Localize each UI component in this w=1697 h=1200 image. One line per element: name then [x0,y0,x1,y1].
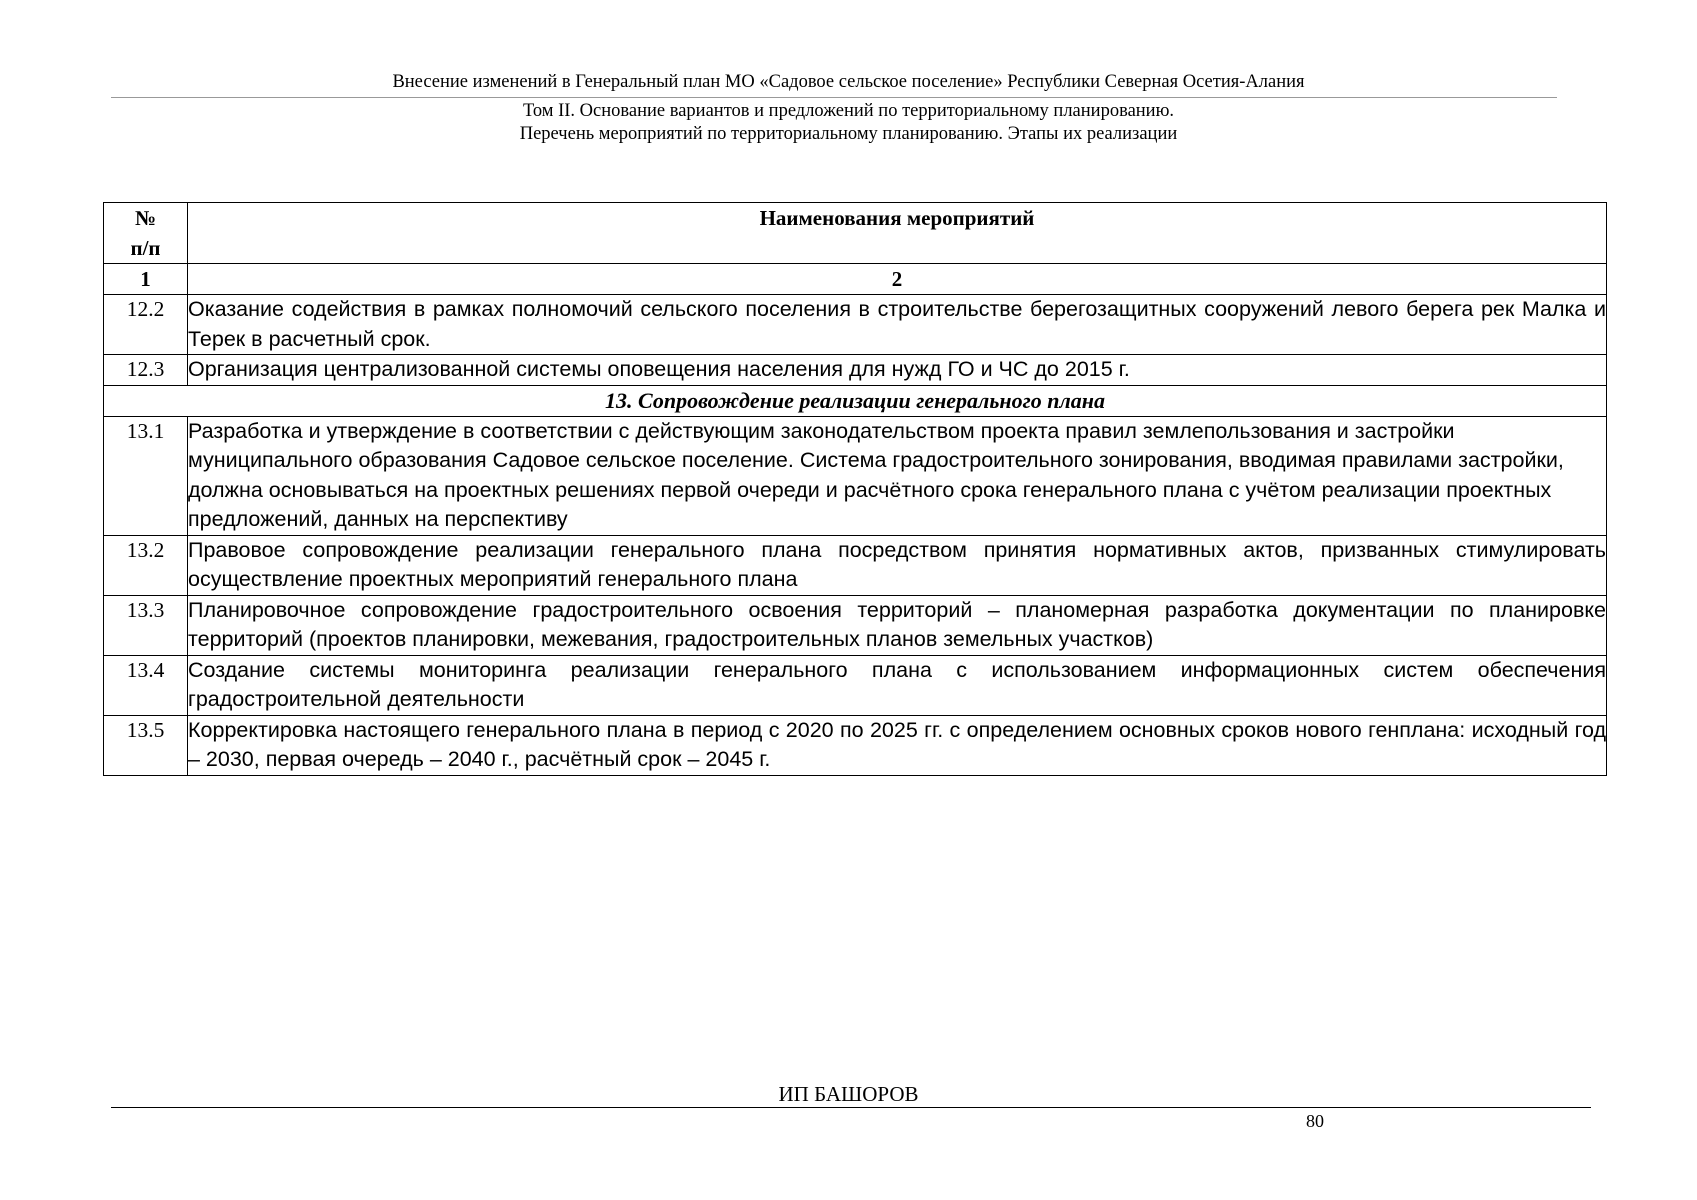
table-row [104,595,1607,655]
table-row [104,655,1607,715]
row-number: 13.1 [104,416,188,535]
column-header-name: Наименования мероприятий [188,203,1607,264]
section-row [104,385,1607,416]
row-number: 13.3 [104,595,188,655]
row-text: Оказание содействия в рамках полномочий сельского поселения в строительстве берегозащитных сооружений левого берега рек Малка и Терек в расчетный срок. [188,295,1607,355]
table-row [104,535,1607,595]
row-number: 13.4 [104,655,188,715]
column-header-number [104,203,188,264]
section-title: Перечень мероприятий по территориальному планированию. Этапы их реализации [519,124,1178,144]
row-text: Организация централизованной системы оповещения населения для нужд ГО и ЧС до 2015 г. [188,355,1607,386]
row-number: 12.2 [104,295,188,355]
row-number: 12.3 [104,355,188,386]
section-heading: 13. Сопровождение реализации генерального плана [104,385,1607,416]
volume-title: Том II. Основание вариантов и предложений по территориальному планированию. [522,101,1175,121]
column-header-number-label: № п/п [130,206,161,260]
row-number: 13.5 [104,715,188,775]
measures-table [103,202,1607,776]
page-number: 80 [1306,1111,1324,1131]
footer-organization: ИП БАШОРОВ [778,1082,919,1106]
table-row [104,416,1607,535]
footer-divider [111,1107,1591,1108]
document-title: Внесение изменений в Генеральный план МО «Садовое сельское поселение» Республики Северная Осетия-Алания [392,72,1305,92]
header-divider [111,97,1557,98]
row-text: Планировочное сопровождение градостроительного освоения территорий – планомерная разработка документации по планировке территорий (проектов планировки, межевания, градостроительных планов земельных участков) [188,595,1607,655]
row-text: Корректировка настоящего генерального плана в период с 2020 по 2025 гг. с определением основных сроков нового генплана: исходный год – 2030, первая очередь – 2040 г., расчётный срок – 2045 г. [188,715,1607,775]
row-text: Правовое сопровождение реализации генерального плана посредством принятия нормативных актов, призванных стимулировать осуществление проектных мероприятий генерального плана [188,535,1607,595]
table-row [104,295,1607,355]
table-header-row [104,203,1607,264]
row-number: 13.2 [104,535,188,595]
column-index-row [104,264,1607,295]
table-row [104,715,1607,775]
table-row [104,355,1607,386]
column-index-2: 2 [188,264,1607,295]
row-text: Создание системы мониторинга реализации генерального плана с использованием информационных систем обеспечения градостроительной деятельности [188,655,1607,715]
row-text: Разработка и утверждение в соответствии с действующим законодательством проекта правил землепользования и застройки муниципального образования Садовое сельское поселение. Система градостроительного зонирования, вводимая правилами застройки, должна основываться на проектных решениях первой очереди и расчётного срока генерального плана с учётом реализации проектных предложений, данных на перспективу [188,416,1607,535]
column-index-1: 1 [104,264,188,295]
